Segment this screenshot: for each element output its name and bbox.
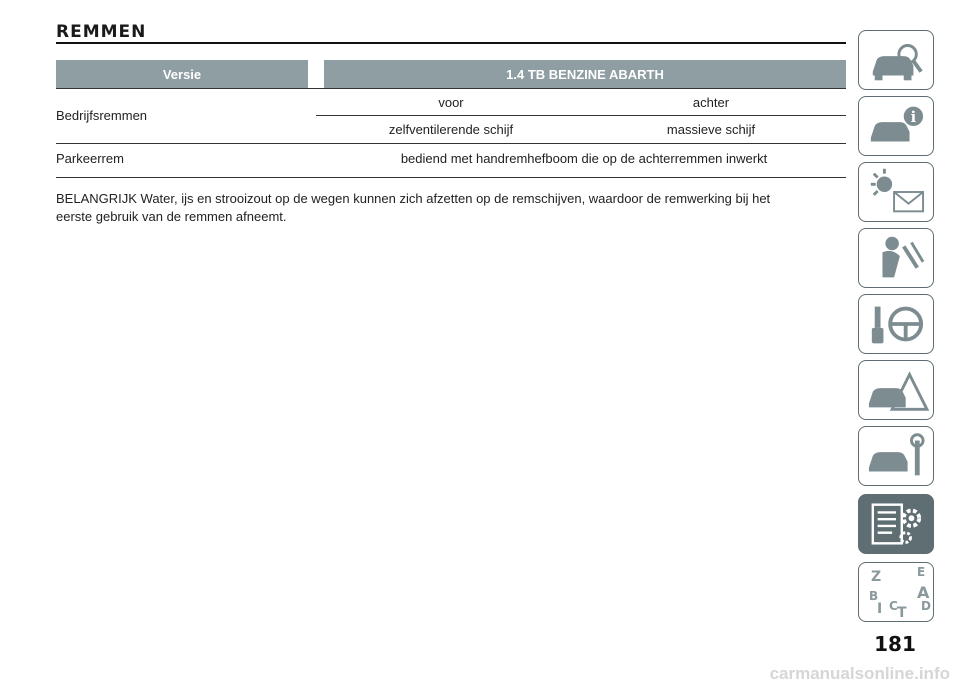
tab-emergency[interactable] (858, 360, 934, 420)
index-letter: B (869, 589, 879, 603)
index-letter: T (897, 605, 907, 621)
car-info-icon (859, 97, 933, 155)
index-letter: I (877, 601, 883, 617)
index-letter: D (921, 599, 931, 613)
note-line-1: BELANGRIJK Water, ijs en strooizout op de wegen kunnen zich afzetten op de remschijven, waardoor de remwerking bij het (56, 191, 771, 206)
front-value: zelfventilerende schijf (388, 122, 514, 137)
page-title: REMMEN (56, 22, 147, 42)
tab-dashboard[interactable] (858, 30, 934, 90)
important-note (56, 190, 846, 226)
front-label: voor (438, 95, 464, 110)
table-header-version: Versie (56, 60, 308, 88)
tab-index[interactable] (858, 562, 934, 622)
car-wrench-icon (859, 427, 933, 485)
car-search-icon (859, 31, 933, 89)
rear-label: achter (692, 95, 730, 110)
table-rule (56, 177, 846, 178)
tab-technical-data[interactable] (858, 494, 934, 554)
row-label-parking-brake: Parkeerrem (56, 151, 124, 166)
tab-safety[interactable] (858, 228, 934, 288)
tab-lights-messages[interactable] (858, 162, 934, 222)
tab-starting-driving[interactable] (858, 294, 934, 354)
document-gear-icon (859, 495, 933, 553)
row-label-service-brakes: Bedrijfsremmen (56, 108, 148, 123)
page-number: 181 (874, 632, 916, 656)
index-letters-icon (859, 563, 933, 621)
car-warning-triangle-icon (859, 361, 933, 419)
tab-maintenance[interactable] (858, 426, 934, 486)
index-letter: A (917, 583, 930, 602)
index-letter: C (889, 599, 898, 613)
index-letter: Z (871, 569, 882, 585)
watermark: carmanualsonline.info (769, 664, 950, 683)
table-rule (56, 88, 846, 89)
rear-value: massieve schijf (666, 122, 756, 137)
table-rule (316, 115, 846, 116)
parking-brake-value: bediend met handremhefboom die op de achterremmen inwerkt (400, 151, 768, 166)
title-rule (56, 42, 846, 44)
svg-text:i: i (910, 109, 917, 127)
index-letter: E (917, 565, 926, 579)
tab-info[interactable] (858, 96, 934, 156)
light-envelope-icon (859, 163, 933, 221)
note-line-2: eerste gebruik van de remmen afneemt. (56, 209, 287, 224)
table-header-engine: 1.4 TB BENZINE ABARTH (324, 60, 846, 88)
key-steering-wheel-icon (859, 295, 933, 353)
table-rule (56, 143, 846, 144)
airbag-person-icon (859, 229, 933, 287)
